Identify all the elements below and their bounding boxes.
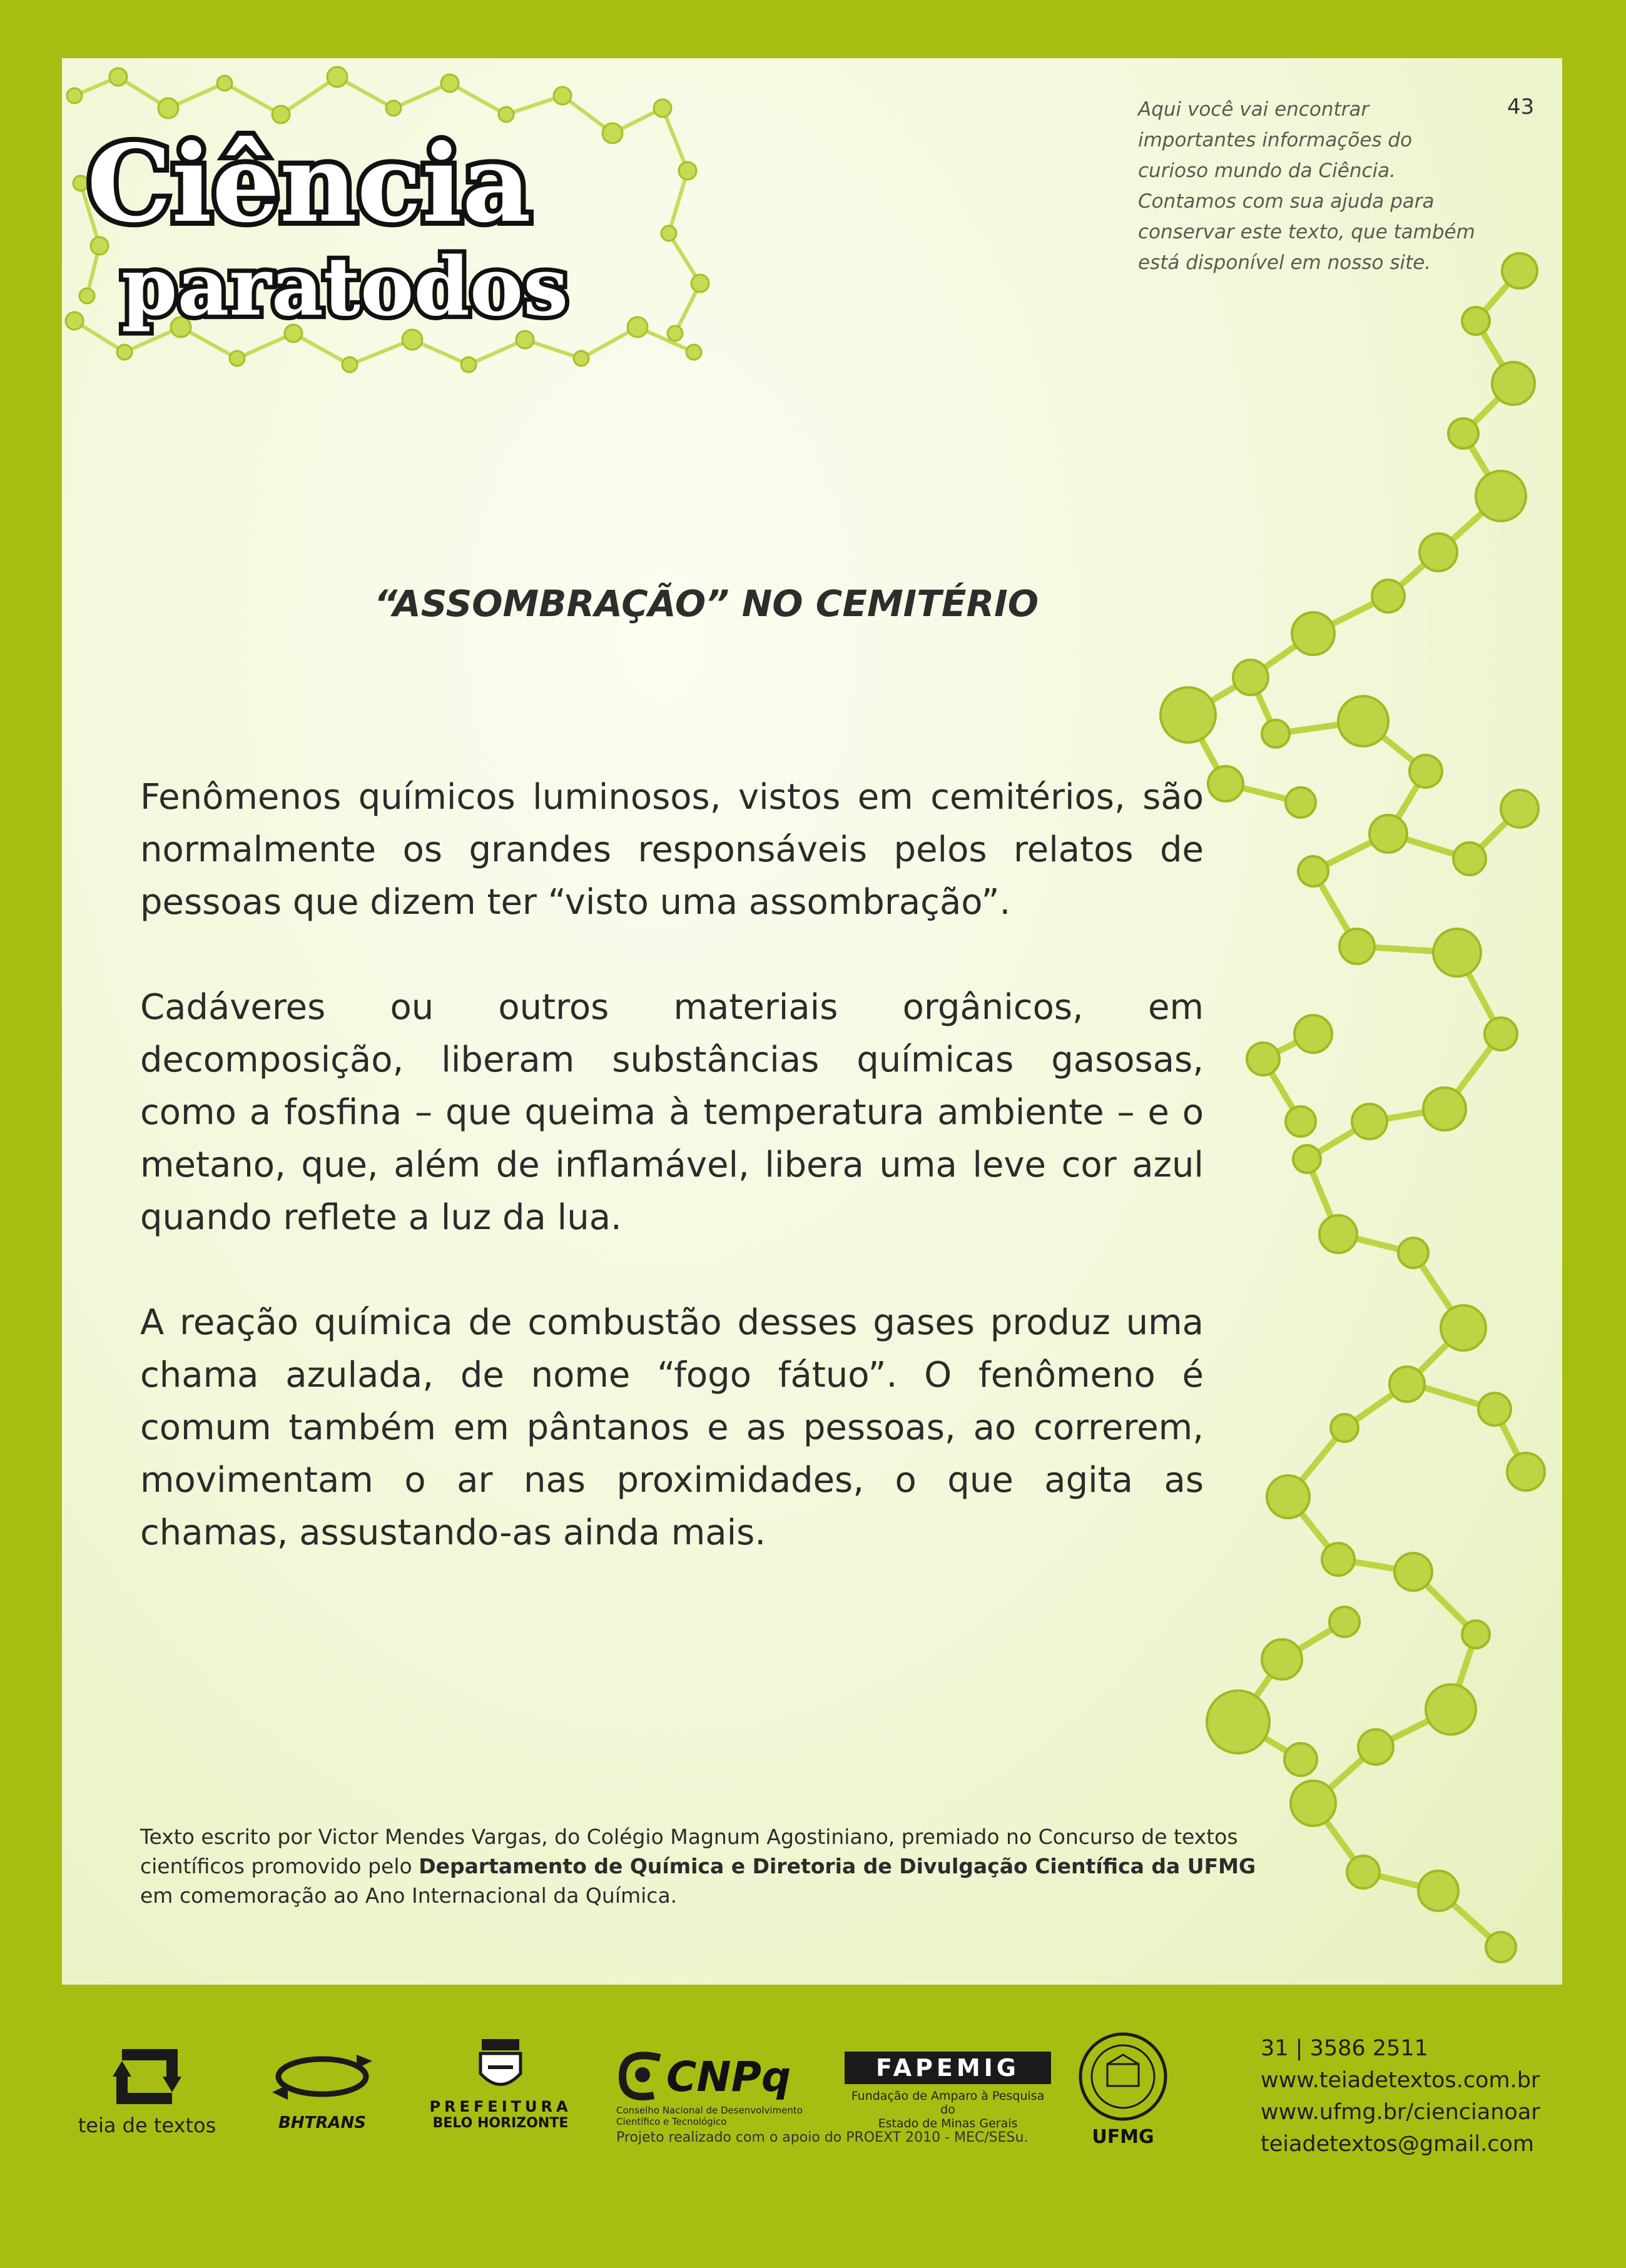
ufmg-logo [1076, 2030, 1170, 2148]
paragraph: Cadáveres ou outros materiais orgânicos, em decomposição, liberam substâncias químicas gasosas, como a fosfina – que queima à temperatura ambiente – e o metano, que, além de inflamável, libera uma leve cor azul quando reflete a luz da lua. [140, 987, 1204, 1238]
fapemig-label: FAPEMIG [845, 2052, 1051, 2084]
credits-text-end: em comemoração ao Ano Internacional da Química. [140, 1883, 678, 1908]
contact-block [1261, 2033, 1540, 2160]
cnpq-sub-2: Científico e Tecnológico [616, 2116, 727, 2127]
intro-line: está disponível em nosso site. [1138, 251, 1431, 274]
page-panel [62, 58, 1562, 1985]
credits-bold: Departamento de Química e Diretoria de Divulgação Científica da UFMG [419, 1854, 1256, 1878]
ufmg-seal-icon [1076, 2030, 1170, 2124]
article-title: “ASSOMBRAÇÃO” NO CEMITÉRIO [373, 582, 1039, 625]
fapemig-sub-1: Fundação de Amparo à Pesquisa do [851, 2089, 1045, 2117]
contact-website-ufmg[interactable]: www.ufmg.br/ciencianoar [1261, 2100, 1540, 2125]
cnpq-label: CNPq [666, 2052, 791, 2101]
intro-line: Aqui você vai encontrar [1138, 98, 1369, 121]
prefeitura-label-2: BELO HORIZONTE [432, 2115, 569, 2131]
author-credits [140, 1822, 1260, 1910]
paragraph: Fenômenos químicos luminosos, vistos em cemitérios, são normalmente os grandes responsáveis pelos relatos de pessoas que dizem ter “visto uma assombração”. [140, 777, 1204, 923]
intro-line: conservar este texto, que também [1138, 221, 1475, 243]
article-body [140, 771, 1204, 1612]
page-number: 43 [1507, 94, 1535, 119]
bhtrans-logo [266, 2042, 379, 2132]
intro-note [1138, 94, 1501, 278]
cnpq-symbol-icon [616, 2048, 666, 2105]
prefeitura-logo [425, 2036, 576, 2131]
intro-line: importantes informações do [1138, 129, 1413, 151]
fapemig-sub-2: Estado de Minas Gerais [878, 2117, 1018, 2130]
prefeitura-crest-icon [475, 2036, 526, 2095]
cnpq-sub-1: Conselho Nacional de Desenvolvimento [616, 2105, 803, 2116]
contact-phone: 31 | 3586 2511 [1261, 2036, 1428, 2061]
intro-line: curioso mundo da Ciência. [1138, 159, 1396, 182]
fapemig-logo [845, 2052, 1051, 2130]
paragraph: A reação química de combustão desses gases produz uma chama azulada, de nome “fogo fátuo”. O fenômeno é comum também em pântanos e as pessoas, ao correrem, movimentam o ar nas proximidades, o que agita as chamas, assustando-as ainda mais. [140, 1302, 1204, 1553]
teia-cycle-icon [103, 2042, 191, 2111]
ufmg-label: UFMG [1092, 2126, 1154, 2148]
intro-line: Contamos com sua ajuda para [1138, 190, 1435, 213]
teia-de-textos-logo [72, 2042, 222, 2137]
proext-note: Projeto realizado com o apoio do PROEXT 2010 - MEC/SESu. [616, 2130, 1029, 2145]
logo-title-line2: paratodos [121, 240, 569, 334]
bhtrans-arrows-icon [269, 2042, 375, 2111]
logo-title-line1: Ciência [87, 121, 531, 246]
bhtrans-label: BHTRANS [278, 2114, 366, 2132]
credits-text: Texto escrito por Victor Mendes Vargas, do Colégio Magnum Agostiniano, premiado no Concurso de textos científicos promovido pelo [140, 1825, 1238, 1878]
prefeitura-label-1: PREFEITURA [429, 2098, 572, 2115]
contact-email[interactable]: teiadetextos@gmail.com [1261, 2132, 1534, 2157]
teia-label: teia de textos [78, 2114, 216, 2137]
cnpq-logo [616, 2048, 816, 2127]
contact-website-teia[interactable]: www.teiadetextos.com.br [1261, 2068, 1540, 2093]
ciencia-para-todos-logo [62, 58, 725, 383]
